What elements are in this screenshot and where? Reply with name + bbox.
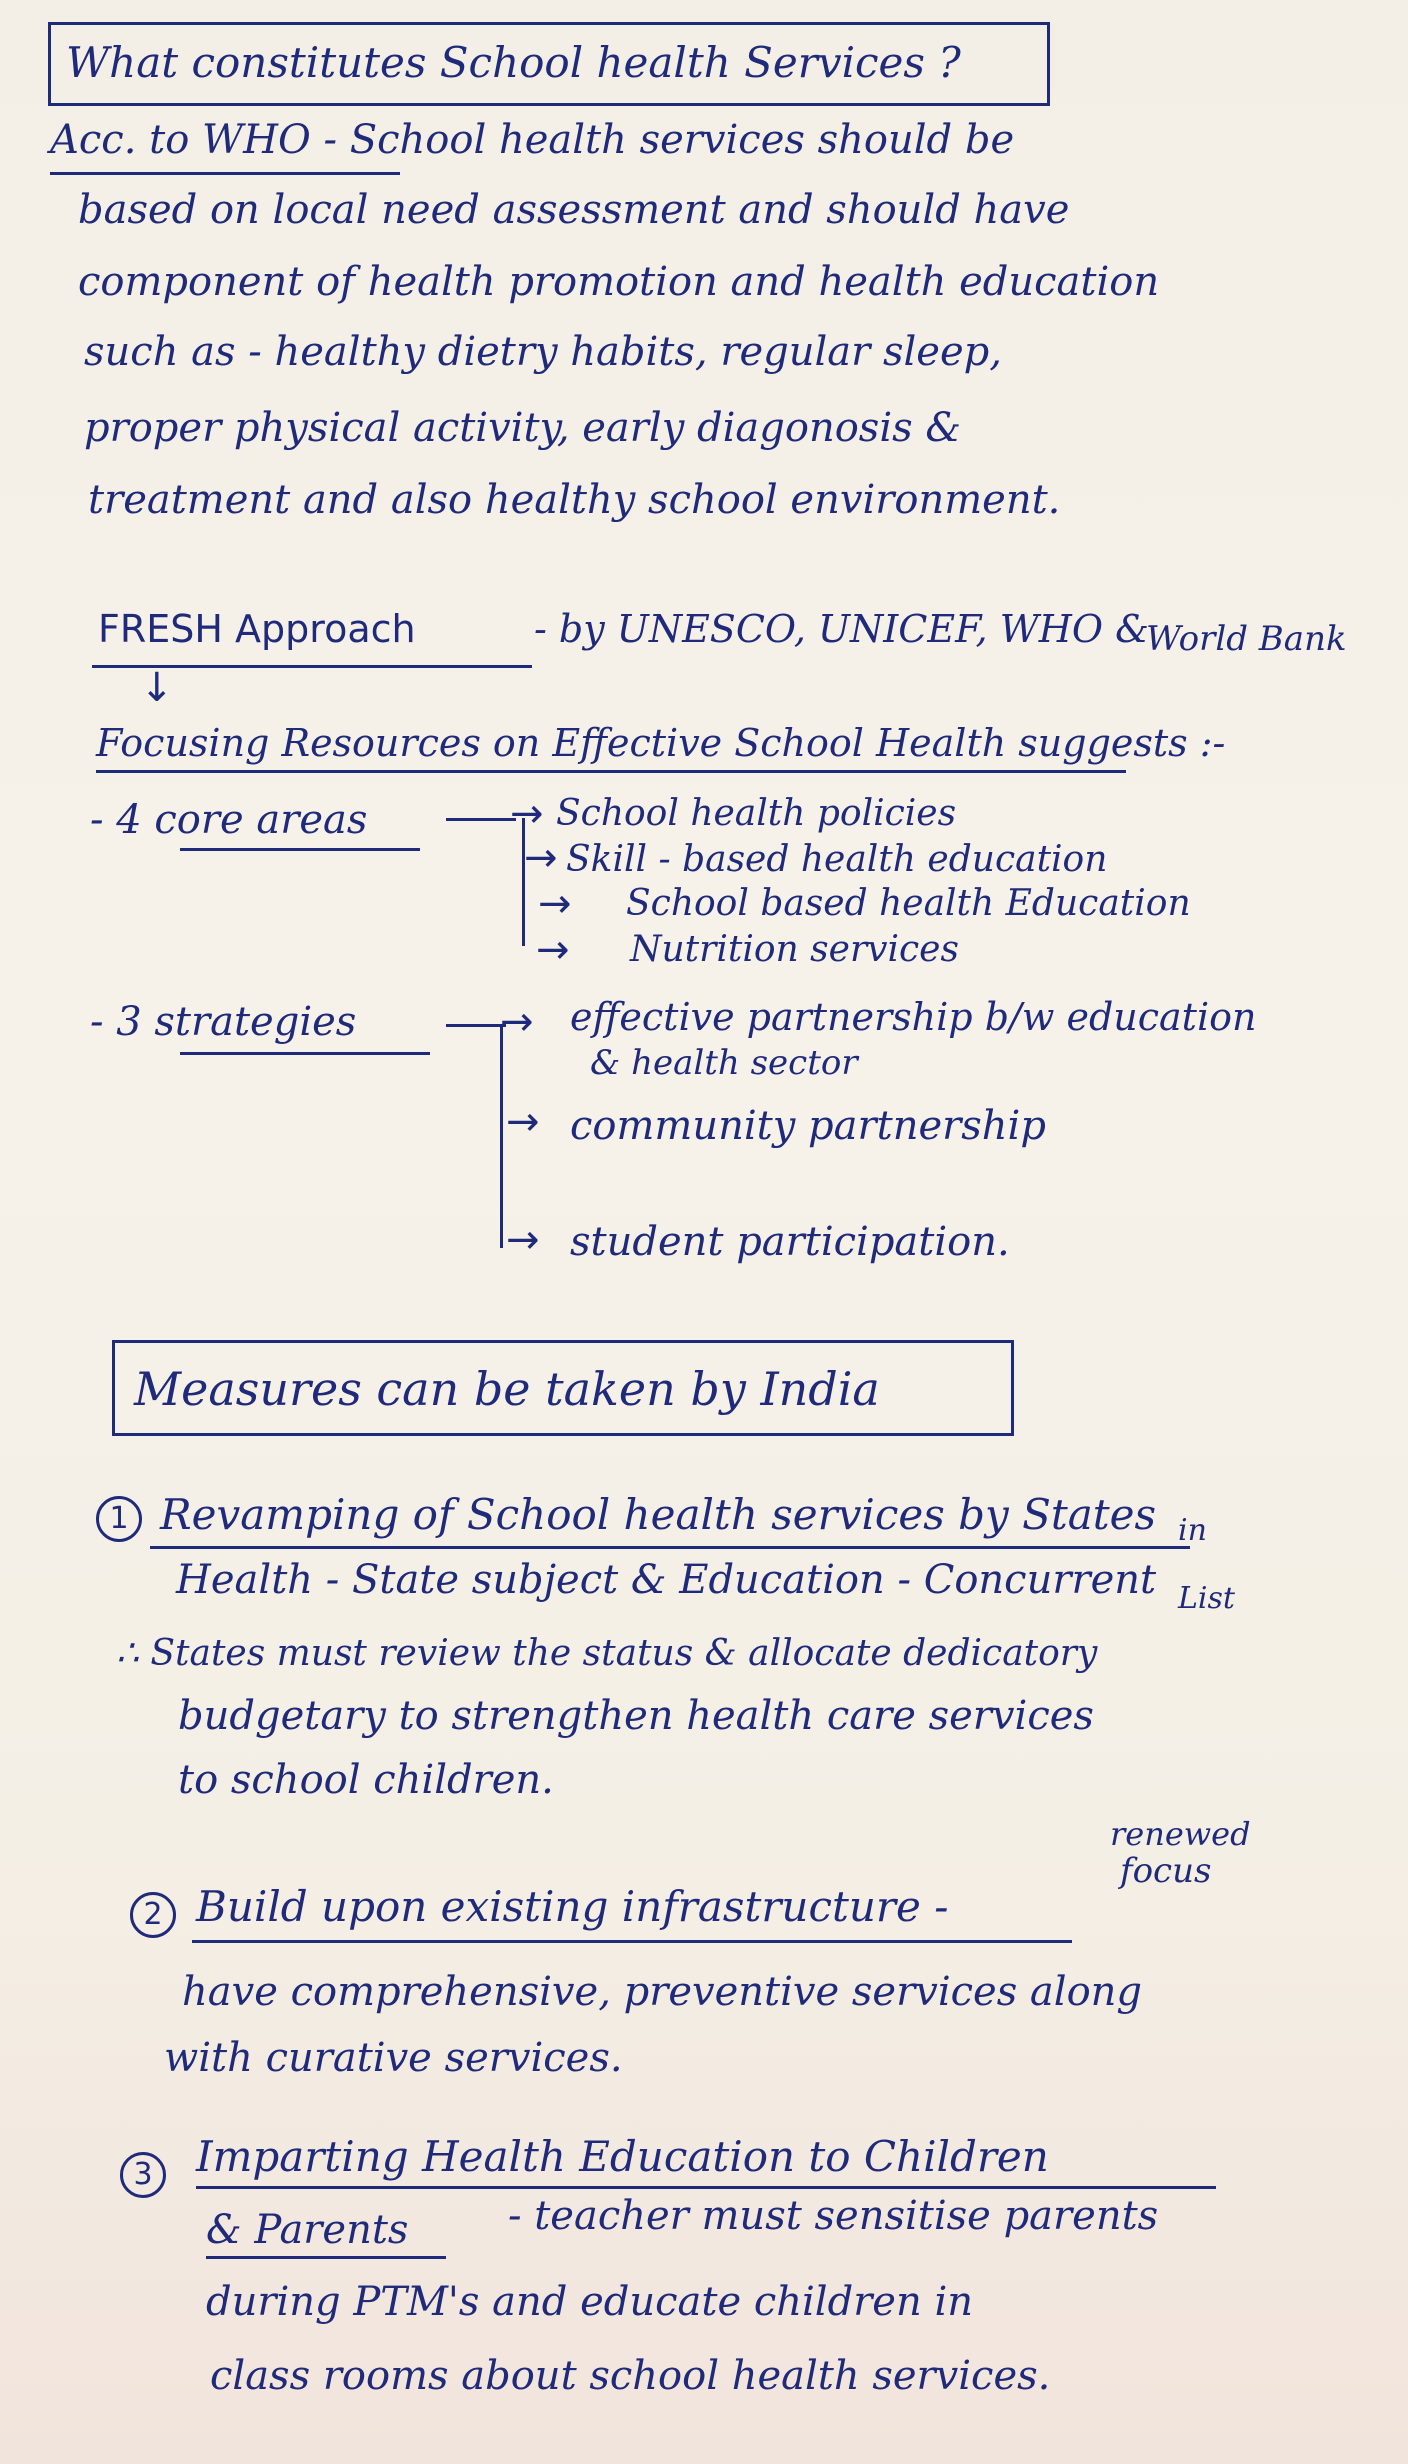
strategy-arrow-1-icon: → — [500, 999, 534, 1045]
core-area-2: Skill - based health education — [566, 839, 1108, 880]
measure-3-body-1: - teacher must sensitise parents — [508, 2193, 1159, 2239]
measure-1-title: Revamping of School health services by States — [160, 1490, 1157, 1539]
measure-2-body-2: with curative services. — [164, 2035, 623, 2081]
measure-1-in-note: in — [1178, 1513, 1207, 1548]
core-areas-label: - 4 core areas — [90, 797, 368, 843]
strategy-2: community partnership — [570, 1103, 1046, 1149]
core-arrow-3-icon: → — [538, 881, 572, 927]
strategy-1-continued: & health sector — [590, 1043, 858, 1083]
who-line-2: based on local need assessment and should have — [78, 187, 1070, 233]
core-arrow-4-icon: → — [536, 927, 570, 973]
measure-2-body-1: have comprehensive, preventive services along — [182, 1969, 1143, 2015]
strategies-bracket-vertical — [500, 1024, 503, 1248]
who-line-1: Acc. to WHO - School health services should be — [50, 117, 1015, 163]
measure-3-title-underline — [196, 2186, 1216, 2189]
measure-1-body-3: to school children. — [178, 1757, 554, 1803]
measure-2-focus-note: focus — [1120, 1851, 1212, 1891]
measure-3-title-2-underline — [206, 2256, 446, 2259]
measure-3-number: 3 — [120, 2152, 166, 2198]
core-area-1: School health policies — [556, 793, 957, 834]
heading-what-constitutes: What constitutes School health Services ? — [66, 38, 961, 87]
acc-to-who-underline — [50, 172, 400, 175]
strategy-3: student participation. — [570, 1219, 1010, 1265]
measure-1-number: 1 — [96, 1496, 142, 1542]
strategy-arrow-3-icon: → — [506, 1217, 540, 1263]
who-line-4: such as - healthy dietry habits, regular sleep, — [84, 329, 1002, 375]
measure-1-title-underline — [150, 1546, 1190, 1549]
core-arrow-1-icon: → — [510, 791, 544, 837]
measure-1-list-note: List — [1178, 1581, 1235, 1616]
core-area-4: Nutrition services — [630, 929, 959, 970]
who-line-6: treatment and also healthy school environment. — [88, 477, 1061, 523]
measure-2-title: Build upon existing infrastructure - — [196, 1882, 949, 1931]
measure-2-number: 2 — [130, 1892, 176, 1938]
measure-2-title-underline — [192, 1940, 1072, 1943]
fresh-down-arrow-icon: ↓ — [140, 665, 174, 711]
measure-1-body-1: ∴ States must review the status & allocate dedicatory — [116, 1633, 1098, 1674]
measure-1-body-2: budgetary to strengthen health care services — [178, 1693, 1094, 1739]
fresh-full-form: Focusing Resources on Effective School Health suggests :- — [96, 721, 1226, 765]
strategies-label: - 3 strategies — [90, 999, 357, 1045]
who-line-3: component of health promotion and health education — [78, 259, 1160, 305]
measure-3-title-2: & Parents — [206, 2207, 409, 2253]
who-line-5: proper physical activity, early diagonosis & — [84, 405, 961, 451]
measure-3-body-3: class rooms about school health services. — [210, 2353, 1051, 2399]
fresh-full-underline — [96, 770, 1126, 773]
core-area-3: School based health Education — [626, 883, 1191, 924]
core-bracket-top — [446, 818, 516, 821]
core-arrow-2-icon: → — [524, 835, 558, 881]
measure-1-line-1: Health - State subject & Education - Concurrent — [176, 1557, 1157, 1603]
measure-3-body-2: during PTM's and educate children in — [206, 2279, 974, 2325]
fresh-by-orgs: - by UNESCO, UNICEF, WHO & — [534, 607, 1149, 651]
strategies-underline — [180, 1052, 430, 1055]
fresh-approach-label: FRESH Approach — [98, 607, 416, 651]
strategy-1: effective partnership b/w education — [570, 995, 1257, 1039]
measure-2-renewed-note: renewed — [1110, 1815, 1251, 1853]
strategies-bracket-top — [446, 1024, 506, 1027]
strategy-arrow-2-icon: → — [506, 1099, 540, 1145]
fresh-world-bank: World Bank — [1146, 619, 1347, 659]
measure-3-title: Imparting Health Education to Children — [196, 2132, 1049, 2181]
measures-heading: Measures can be taken by India — [134, 1362, 880, 1416]
core-areas-underline — [180, 848, 420, 851]
